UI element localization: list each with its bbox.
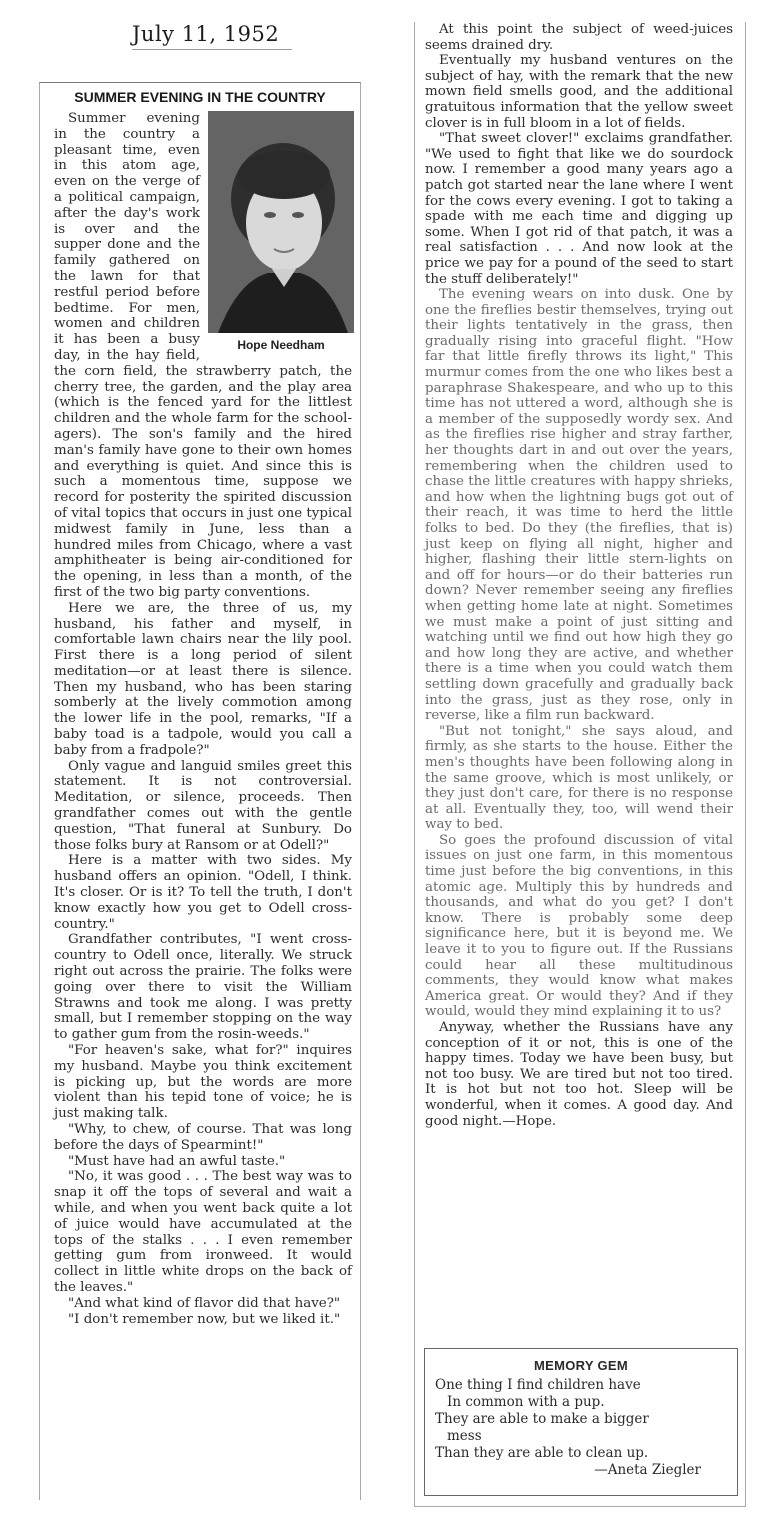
memory-gem-box	[424, 1348, 738, 1496]
author-photo	[208, 111, 354, 333]
right-column-text	[415, 22, 745, 1129]
left-paragraph: Here we are, the three of us, my husband, his father and myself, in comfortable lawn chairs near the lily pool. First there is a long period of silent meditation—or at least there is silence. Then my husband, who has been staring somberly at the lively commotion among the lower life in the pool, remarks, "If a baby toad is a tadpole, would you call a baby from a fradpole?"	[54, 600, 352, 758]
right-paragraph: At this point the subject of weed-juices seems drained dry.	[425, 22, 733, 53]
right-paragraph: The evening wears on into dusk. One by one the fireflies bestir themselves, trying out their lights tentatively in the grass, then gradually rising into graceful flight. "How far that little firefly throws its light," This murmur comes from the one who likes best a paraphrase Shakespeare, and who up to this time has not uttered a word, although she is a member of the supposedly wordy sex. And as the fireflies rise higher and stray farther, her thoughts dart in and out over the years, remembering when the children used to chase the little creatures with happy shrieks, and how when the lightning bugs got out of their reach, it was time to herd the little folks to bed. Do they (the fireflies, that is) just keep on flying all night, higher and higher, flashing their little stern-lights on and off for hours—or do their batteries run down? Never remember seeing any fireflies when getting home late at night. Sometimes we must make a point of just sitting and watching until we find out how high they go and how long they are active, and whether there is a time when you could watch them settling down gracefully and gradually back into the grass, just as they rose, only in reverse, like a film run backward.	[425, 287, 733, 724]
right-paragraph: Anyway, whether the Russians have any conception of it or not, this is one of the happy times. Today we have been busy, but not too busy. We are tired but not too tired. It is hot but not too hot. Sleep will be wonderful, when it comes. A good day. And good night.—Hope.	[425, 1020, 733, 1129]
left-paragraph: Grandfather contributes, "I went cross-country to Odell once, literally. We struck right out across the prairie. The folks were going over there to visit the William Strawns and took me along. I was pretty small, but I remember stopping on the way to gather gum from the rosin-weeds."	[54, 932, 352, 1043]
photo-caption: Hope Needham	[237, 338, 325, 352]
article-right-column	[414, 22, 746, 1507]
left-paragraph: "Must have had an awful taste."	[68, 1153, 286, 1169]
memory-gem-line: mess	[447, 1428, 482, 1444]
memory-gem-line: One thing I find children have	[435, 1377, 641, 1393]
right-paragraph: "That sweet clover!" exclaims grandfather. "We used to fight that like we do sourdock now. I remember a good many years ago a patch got started near the lane where I went for the cows every evening. I got to taking a spade with me each time and digging up some. When I got rid of that patch, it was a real satisfaction . . . And now look at the price we pay for a pound of the seed to start the stuff deliberately!"	[425, 131, 733, 287]
right-paragraph: "But not tonight," she says aloud, and firmly, as she starts to the house. Either the men's thoughts have been following along in the same groove, which is most unlikely, or they just don't care, for there is no response at all. Eventually they, too, will wend their way to bed.	[425, 723, 733, 833]
clipping-date: July 11, 1952	[132, 22, 292, 50]
article-headline: SUMMER EVENING IN THE COUNTRY	[74, 89, 326, 105]
article-left-column	[39, 82, 361, 1500]
right-paragraph: So goes the profound discussion of vital issues on just one farm, in this momentous time just before the big conventions, in this atomic age. Multiply this by hundreds and thousands, and what do you get? I don't know. There is probably some deep significance here, but it is beyond me. We leave it to you to figure out. If the Russians could hear all these multitudinous comments, they would know what makes America great. Or would they? And if they would, would they mind explaining it to us?	[425, 832, 733, 1020]
memory-gem-line: They are able to make a bigger	[435, 1411, 649, 1427]
left-paragraph: "I don't remember now, but we liked it."	[68, 1311, 341, 1327]
left-paragraph: Only vague and languid smiles greet this statement. It is not controversial. Meditation, or silence, proceeds. Then grandfather comes out with the gentle question, "That funeral at Sunbury. Do those folks bury at Ransom or at Odell?"	[54, 758, 352, 853]
memory-gem-author: —Aneta Ziegler	[594, 1462, 701, 1478]
memory-gem-line: Than they are able to clean up.	[435, 1445, 649, 1461]
author-photo-block	[206, 111, 356, 354]
left-column-text	[40, 111, 360, 1327]
memory-gem-title: MEMORY GEM	[533, 1358, 628, 1373]
memory-gem-line: In common with a pup.	[447, 1394, 605, 1410]
left-paragraph: "Why, to chew, of course. That was long before the days of Spearmint!"	[54, 1122, 352, 1153]
left-paragraph: Summer evening in the country a pleasant time, even in this atom age, even on the verge of a political campaign, after the day's work is over and the supper done and the family gathered on the lawn for that restful period before bedtime. For men, women and children it has been a busy day, in the hay field, the corn field, the strawberry patch, the cherry tree, the garden, and the play area (which is the fenced yard for the littlest children and the whole farm for the school-agers). The son's family and the hired man's family have gone to their own homes and everything is quiet. And since this is such a momentous time, suppose we record for posterity the spirited discussion of vital topics that occurs in just one typical midwest family in June, less than a hundred miles from Chicago, where a vast amphitheater is being air-conditioned for the opening, in less than a month, of the first of the two big party conventions.	[54, 111, 352, 600]
left-paragraph: "And what kind of flavor did that have?"	[68, 1295, 341, 1311]
left-paragraph: Here is a matter with two sides. My husband offers an opinion. "Odell, I think. It's closer. Or is it? To tell the truth, I don't know exactly how you get to Odell cross-country."	[54, 853, 352, 932]
left-paragraph: "For heaven's sake, what for?" inquires my husband. Maybe you think excitement is picking up, but the words are more violent than his tepid tone of voice; he is just making talk.	[54, 1043, 352, 1122]
left-paragraph: "No, it was good . . . The best way was to snap it off the tops of several and wait a while, and when you went back quite a lot of juice would have accumulated at the tops of the stalks . . . I even remember getting gum from ironweed. It would collect in little white drops on the back of the leaves."	[54, 1169, 352, 1295]
right-paragraph: Eventually my husband ventures on the subject of hay, with the remark that the new mown field smells good, and the additional gratuitous information that the yellow sweet clover is in full bloom in a lot of fields.	[425, 53, 733, 131]
